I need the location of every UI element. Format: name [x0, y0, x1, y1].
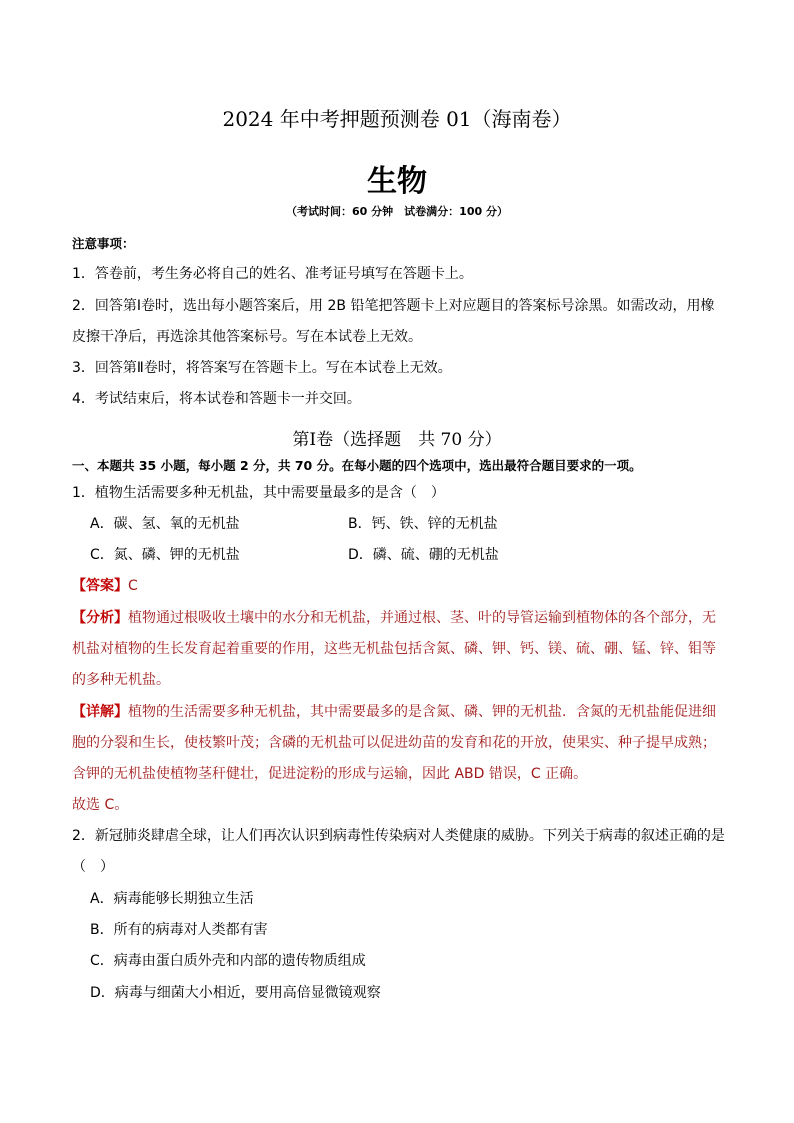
section-title: 第Ⅰ卷（选择题 共 70 分）: [292, 430, 502, 450]
question-1-analysis-line-2: 机盐对植物的生长发育起着重要的作用，这些无机盐包括含氮、磷、钾、钙、镁、硫、硼、锰、锌、钼等: [72, 641, 716, 657]
section-instruction: 一、本题共 35 小题，每小题 2 分，共 70 分。在每小题的四个选项中，选出最符合题目要求的一项。: [72, 458, 642, 473]
subject-heading: 生物: [367, 164, 427, 199]
question-1-detail-line-3: 含钾的无机盐使植物茎秆健壮，促进淀粉的形成与运输，因此 ABD 错误，C 正确。: [72, 766, 588, 782]
question-1-detail-line-2: 胞的分裂和生长，使枝繁叶茂；含磷的无机盐可以促进幼苗的发育和花的开放，使果实、种子提早成熟；: [72, 735, 716, 751]
notice-item-2-cont: 皮擦干净后，再选涂其他答案标号。写在本试卷上无效。: [72, 329, 422, 345]
question-1-analysis-line-3: 的多种无机盐。: [72, 672, 170, 688]
notice-item-1: 1．答卷前，考生务必将自己的姓名、准考证号填写在答题卡上。: [72, 266, 473, 282]
notice-heading: 注意事项：: [72, 236, 135, 251]
question-2-stem-line-2: （ ）: [72, 859, 114, 875]
question-1-option-c: C．氮、磷、钾的无机盐: [90, 547, 240, 563]
question-2-stem-line-1: 2．新冠肺炎肆虐全球，让人们再次认识到病毒性传染病对人类健康的威胁。下列关于病毒的叙述正确的是: [72, 828, 725, 844]
question-1-option-b: B．钙、铁、锌的无机盐: [348, 516, 498, 532]
detail-tag: 【详解】: [72, 704, 128, 720]
question-2-option-a: A．病毒能够长期独立生活: [90, 891, 254, 907]
question-2-option-b: B．所有的病毒对人类都有害: [90, 922, 268, 938]
detail-text: 植物的生活需要多种无机盐，其中需要最多的是含氮、磷、钾的无机盐．含氮的无机盐能促进细: [128, 704, 716, 720]
analysis-text: 植物通过根吸收土壤中的水分和无机盐，并通过根、茎、叶的导管运输到植物体的各个部分，无: [128, 610, 716, 626]
answer-value: C: [128, 578, 138, 594]
question-1-option-d: D．磷、硫、硼的无机盐: [348, 547, 499, 563]
question-1-analysis-line-1: [72, 608, 716, 628]
exam-info: （考试时间：60 分钟 试卷满分：100 分）: [286, 205, 508, 218]
question-1-answer: [72, 576, 138, 596]
question-1-option-a: A．碳、氢、氧的无机盐: [90, 516, 240, 532]
notice-item-3: 3．回答第Ⅱ卷时，将答案写在答题卡上。写在本试卷上无效。: [72, 360, 452, 376]
answer-tag: 【答案】: [72, 578, 128, 594]
exam-title: 2024 年中考押题预测卷 01（海南卷）: [222, 107, 572, 131]
question-1-stem: 1．植物生活需要多种无机盐，其中需要量最多的是含（ ）: [72, 485, 445, 501]
question-2-option-d: D．病毒与细菌大小相近，要用高倍显微镜观察: [90, 985, 381, 1001]
question-1-conclusion: 故选 C。: [72, 797, 129, 813]
question-1-detail-line-1: [72, 702, 716, 722]
notice-item-2: 2．回答第Ⅰ卷时，选出每小题答案后，用 2B 铅笔把答题卡上对应题目的答案标号涂黑。如需改动，用橡: [72, 298, 715, 314]
notice-item-4: 4．考试结束后，将本试卷和答题卡一并交回。: [72, 391, 361, 407]
analysis-tag: 【分析】: [72, 610, 128, 626]
question-2-option-c: C．病毒由蛋白质外壳和内部的遗传物质组成: [90, 953, 366, 969]
